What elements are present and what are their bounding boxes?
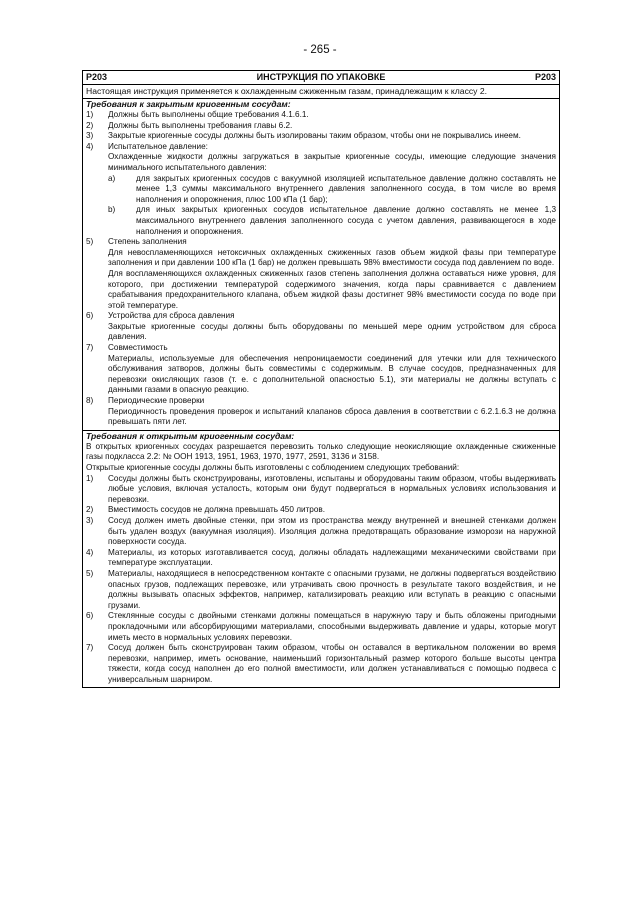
item-number: 3) bbox=[86, 515, 94, 525]
list-item bbox=[86, 121, 556, 132]
item-paragraph: Охлажденные жидкости должны загружаться в закрытые криогенные сосуды, имеющие следующие значения минимального испытательного давления: bbox=[108, 152, 556, 172]
item-heading: Испытательное давление: bbox=[108, 141, 208, 151]
item-number: 2) bbox=[86, 505, 94, 515]
item-number: 5) bbox=[86, 237, 94, 247]
list-item bbox=[86, 237, 556, 311]
open-vessels-section bbox=[83, 430, 559, 688]
table-header bbox=[83, 71, 559, 85]
list-item bbox=[86, 643, 556, 685]
item-text: Должны быть выполнены требования главы 6.2. bbox=[108, 120, 293, 130]
list-item bbox=[86, 110, 556, 121]
header-title: ИНСТРУКЦИЯ ПО УПАКОВКЕ bbox=[256, 72, 386, 82]
item-text: Стеклянные сосуды с двойными стенками должны помещаться в наружную тару и быть обложены пригодными прокладочными или абсорбирующими материалами, способными выдерживать давление и удары, которые могут иметь место в нормальных условиях перевозки. bbox=[108, 611, 556, 642]
section-title: Требования к открытым криогенным сосудам: bbox=[86, 430, 295, 441]
item-text bbox=[108, 311, 556, 343]
list-item bbox=[86, 505, 556, 516]
item-text bbox=[108, 237, 556, 311]
header-code-left: P203 bbox=[86, 72, 108, 82]
item-heading: Совместимость bbox=[108, 343, 168, 353]
list-item bbox=[86, 396, 556, 428]
item-text: Сосуд должен иметь двойные стенки, при этом из пространства между внутренней и внешней стенками должен быть удален воздух (вакуумная изоляция). Изоляция должна предотвращать образование изморози на наружной поверхности сосуда. bbox=[108, 515, 556, 547]
item-number: 7) bbox=[86, 643, 94, 653]
sub-item bbox=[108, 205, 556, 237]
list-item bbox=[86, 516, 556, 548]
item-number: 3) bbox=[86, 131, 94, 141]
item-number: 4) bbox=[86, 547, 94, 557]
item-paragraph: Для невоспламеняющихся нетоксичных охлажденных сжиженных газов объем жидкой фазы при температуре заполнения и при давлении 100 кПа (1 бар) не должен превышать 98% вместимости сосуда под давлением по воде. bbox=[108, 247, 556, 268]
item-text: Сосуды должны быть сконструированы, изготовлены, испытаны и оборудованы таким образом, чтобы выдерживать любые условия, включая усталость, которым они будут подвергаться в нормальных условиях использования и перевозки. bbox=[108, 473, 556, 504]
sub-item bbox=[108, 174, 556, 206]
sub-item-text: для закрытых криогенных сосудов с вакуумной изоляцией испытательное давление должно составлять не менее 1,3 суммы максимального внутреннего давления заполненного сосуда, в том числе во время наполнения и опорожнения, плюс 100 кПа (1 бар); bbox=[136, 173, 556, 204]
item-number: 6) bbox=[86, 611, 94, 621]
item-text: Материалы, находящиеся в непосредственном контакте с опасными грузами, не должны подвергаться воздействию опасных грузов, подлежащих перевозке, или утрачивать свою прочность в результате такого воздействия, и не должны вызывать опасных эффектов, например, катализировать реакцию или вступать в реакцию с опасными грузами. bbox=[108, 568, 556, 610]
section-paragraph: Открытые криогенные сосуды должны быть изготовлены с соблюдением следующих требований: bbox=[86, 463, 460, 472]
list-item bbox=[86, 569, 556, 611]
intro-text: Настоящая инструкция применяется к охлажденным сжиженным газам, принадлежащим к классу 2. bbox=[83, 85, 559, 99]
closed-vessels-section bbox=[83, 99, 559, 430]
item-number: 1) bbox=[86, 110, 94, 119]
item-heading: Периодические проверки bbox=[108, 396, 205, 406]
item-number: 2) bbox=[86, 120, 94, 130]
item-number: 7) bbox=[86, 343, 94, 353]
list-item bbox=[86, 142, 556, 237]
item-paragraph: Материалы, используемые для обеспечения непроницаемости соединений для утечки или для технического обслуживания затворов, должны быть совместимы с содержимым. В случае сосудов, предназначенных для перевозки окисляющих газов (т. е. с дополнительной опасностью 5.1), эти материалы не должны вступать с данными газами в опасную реакцию. bbox=[108, 353, 556, 395]
sub-item-letter: b) bbox=[108, 205, 116, 215]
section-paragraph: В открытых криогенных сосудах разрешается перевозить только следующие неокисляющие охлажденные сжиженные газы подкласса 2.2: № ООН 1913, 1951, 1963, 1970, 1977, 2591, 3136 и 3158. bbox=[86, 441, 556, 462]
packing-instruction-table bbox=[82, 70, 560, 688]
item-number: 4) bbox=[86, 141, 94, 151]
header-code-right: P203 bbox=[534, 72, 556, 82]
item-number: 6) bbox=[86, 311, 94, 321]
item-number: 8) bbox=[86, 396, 94, 406]
section-title: Требования к закрытым криогенным сосудам: bbox=[86, 99, 291, 109]
item-paragraph: Закрытые криогенные сосуды должны быть оборудованы по меньшей мере одним устройством для сброса давления. bbox=[108, 321, 556, 342]
list-item bbox=[86, 548, 556, 569]
item-text bbox=[108, 396, 556, 428]
list-item bbox=[86, 343, 556, 396]
sub-item-letter: a) bbox=[108, 173, 116, 183]
item-number: 1) bbox=[86, 473, 94, 483]
item-text: Закрытые криогенные сосуды должны быть изолированы таким образом, чтобы они не покрывались инеем. bbox=[108, 131, 521, 141]
item-text: Сосуд должен быть сконструирован таким образом, чтобы он оставался в вертикальном положении во время перевозки, например, иметь основание, наименьший горизонтальный размер которого больше высоты центра тяжести, когда сосуд наполнен до его полной вместимости, или должен устанавливаться с помощью подвеса с универсальным шарниром. bbox=[108, 643, 556, 684]
item-text bbox=[108, 142, 556, 237]
item-paragraph: Периодичность проведения проверок и испытаний клапанов сброса давления в соответствии с 6.2.1.6.3 не должна превышать пяти лет. bbox=[108, 406, 556, 427]
item-heading: Устройства для сброса давления bbox=[108, 311, 235, 321]
item-text: Вместимость сосудов не должна превышать 450 литров. bbox=[108, 505, 326, 515]
item-text bbox=[108, 343, 556, 396]
item-text: Должны быть выполнены общие требования 4.1.6.1. bbox=[108, 110, 309, 119]
list-item bbox=[86, 611, 556, 643]
page-number: - 265 - bbox=[303, 44, 337, 56]
item-text: Материалы, из которых изготавливается сосуд, должны обладать надлежащими механическими свойствами при температуре эксплуатации. bbox=[108, 547, 556, 568]
list-item bbox=[86, 131, 556, 142]
item-number: 5) bbox=[86, 568, 94, 578]
item-heading: Степень заполнения bbox=[108, 237, 187, 247]
list-item bbox=[86, 311, 556, 343]
list-item bbox=[86, 474, 556, 506]
sub-item-text: для иных закрытых криогенных сосудов испытательное давление должно составлять не менее 1,3 максимального внутреннего давления заполненного сосуда с учетом давления, развивающегося в ходе наполнения и опорожнения. bbox=[136, 205, 556, 236]
item-paragraph: Для воспламеняющихся охлажденных сжиженных газов степень заполнения должна оставаться ниже уровня, для которого, при достижении температурой содержимого значения, когда пары сравнивается с давлением срабатывания предохранительного клапана, объем жидкой фазы достигнет 98% вместимости сосуда по воде при этой температуре. bbox=[108, 268, 556, 310]
